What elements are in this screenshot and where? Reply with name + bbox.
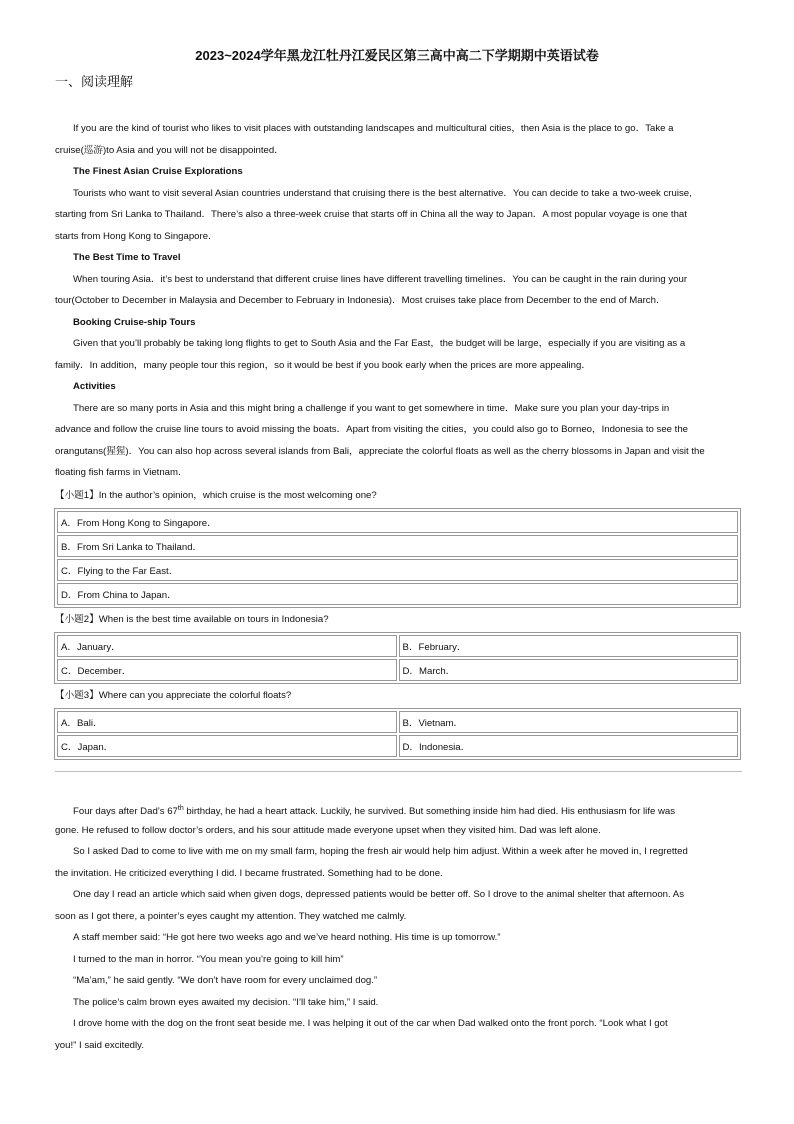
paragraph-line: The police’s calm brown eyes awaited my decision. “I’ll take him,” I said. <box>73 996 379 1008</box>
paragraph-line: I drove home with the dog on the front seat beside me. I was helping it out of the car when Dad walked onto the front porch. “Look what I got <box>73 1018 668 1029</box>
paragraph-line: When touring Asia．it’s best to understand that different cruise lines have different travelling timelines．You can be caught in the rain during your <box>73 273 688 285</box>
option-row <box>57 535 738 557</box>
options-table <box>54 632 741 684</box>
option-row <box>57 735 738 757</box>
paragraph-line: There are so many ports in Asia and this might bring a challenge if you want to get somewhere in time．Make sure you plan your day-trips in <box>73 402 670 414</box>
paragraph-line: A staff member said: “He got here two weeks ago and we’ve heard nothing. His time is up tomorrow.” <box>73 932 501 943</box>
subheading: The Best Time to Travel <box>73 252 181 263</box>
option-row <box>57 511 738 533</box>
subheading: Activities <box>73 381 116 392</box>
paragraph-line: Tourists who want to visit several Asian countries understand that cruising there is the best alternative．You can decide to take a two-week cruise, <box>73 187 692 199</box>
paragraph-line: you!” I said excitedly. <box>55 1039 144 1051</box>
paragraph-line: soon as I got there, a pointer’s eyes caught my attention. They watched me calmly. <box>55 910 407 922</box>
paragraph-line: I turned to the man in horror. “You mean you’re going to kill him” <box>73 953 344 965</box>
passage-2 <box>55 798 740 1056</box>
option[interactable]: C．December． <box>57 659 397 681</box>
paragraph-line: “Ma’am,” he said gently. “We don’t have room for every unclaimed dog.” <box>73 975 378 986</box>
option[interactable]: D．March． <box>399 659 739 681</box>
option-row <box>57 583 738 605</box>
document-title: 2023~2024学年黑龙江牡丹江爱民区第三高中高二下学期期中英语试卷 <box>195 48 599 63</box>
subheading: Booking Cruise-ship Tours <box>73 316 196 328</box>
option[interactable]: A．Bali． <box>57 711 397 733</box>
option[interactable]: A．From Hong Kong to Singapore． <box>57 511 738 533</box>
paragraph-line: the invitation. He criticized everything I did. I became frustrated. Something had to be done. <box>55 867 443 879</box>
option[interactable]: A．January． <box>57 635 397 657</box>
paragraph-line: floating fish farms in Vietnam． <box>55 467 188 478</box>
paragraph-line: advance and follow the cruise line tours to avoid missing the boats．Apart from visiting the cities，you could also go to Borneo，Indonesia to see the <box>55 424 689 435</box>
option[interactable]: C．Flying to the Far East． <box>57 559 738 581</box>
option[interactable]: B．From Sri Lanka to Thailand． <box>57 535 738 557</box>
paragraph-line: starting from Sri Lanka to Thailand．There’s also a three-week cruise that starts off in China all the way to Japan．A most popular voyage is one that <box>55 209 687 220</box>
options-table <box>54 508 741 608</box>
option[interactable]: D．From China to Japan． <box>57 583 738 605</box>
paragraph-line: starts from Hong Kong to Singapore． <box>55 230 218 242</box>
option[interactable]: B．Vietnam． <box>399 711 739 733</box>
paragraph-line: So I asked Dad to come to live with me on my small farm, hoping the fresh air would help him adjust. Within a week after he moved in, I regretted <box>73 846 688 857</box>
option[interactable]: C．Japan． <box>57 735 397 757</box>
option[interactable]: D．Indonesia． <box>399 735 739 757</box>
options-table <box>54 708 741 760</box>
text: Four days after Dad’s 67 <box>73 806 178 818</box>
question-stem: 【小题3】Where can you appreciate the colorful floats? <box>55 690 292 701</box>
subheading: The Finest Asian Cruise Explorations <box>73 166 243 177</box>
question-stem: 【小题1】In the author’s opinion，which cruise is the most welcoming one? <box>55 490 377 501</box>
option-row <box>57 559 738 581</box>
option[interactable]: B．February． <box>399 635 739 657</box>
paragraph-line: One day I read an article which said when given dogs, depressed patients would be better off. So I drove to the animal shelter that afternoon. As <box>73 889 684 900</box>
paragraph-line: cruise(巡游)to Asia and you will not be disappointed． <box>55 144 284 156</box>
passage-1 <box>55 118 740 484</box>
option-row <box>57 635 738 657</box>
paragraph-line: orangutans(猩猩)．You can also hop across several islands from Bali，appreciate the colorful floats as well as the cherry blossoms in Japan and visit the <box>55 445 705 457</box>
paragraph-line <box>55 798 740 820</box>
paragraph-line: family．In addition，many people tour this region，so it would be best if you book early when the prices are more appealing． <box>55 359 591 371</box>
divider <box>55 771 742 772</box>
superscript: th <box>177 805 184 812</box>
option-row <box>57 659 738 681</box>
text: birthday, he had a heart attack. Luckily, he survived. But something inside him had died. His enthusiasm for life was <box>183 806 676 818</box>
questions <box>55 484 740 760</box>
paragraph-line: tour(October to December in Malaysia and December to February in Indonesia)．Most cruises take place from December to the end of March． <box>55 295 666 306</box>
paragraph-line: Given that you’ll probably be taking long flights to get to South Asia and the Far East，the budget will be large，especially if you are visiting as a <box>73 338 686 349</box>
section-heading: 一、阅读理解 <box>55 74 134 89</box>
question-stem: 【小题2】When is the best time available on tours in Indonesia? <box>55 614 329 625</box>
paragraph-line: If you are the kind of tourist who likes to visit places with outstanding landscapes and multicultural cities，then Asia is the place to go．Take a <box>73 123 674 134</box>
paragraph-line: gone. He refused to follow doctor’s orders, and his sour attitude made everyone upset when they visited him. Dad was left alone. <box>55 824 601 836</box>
option-row <box>57 711 738 733</box>
